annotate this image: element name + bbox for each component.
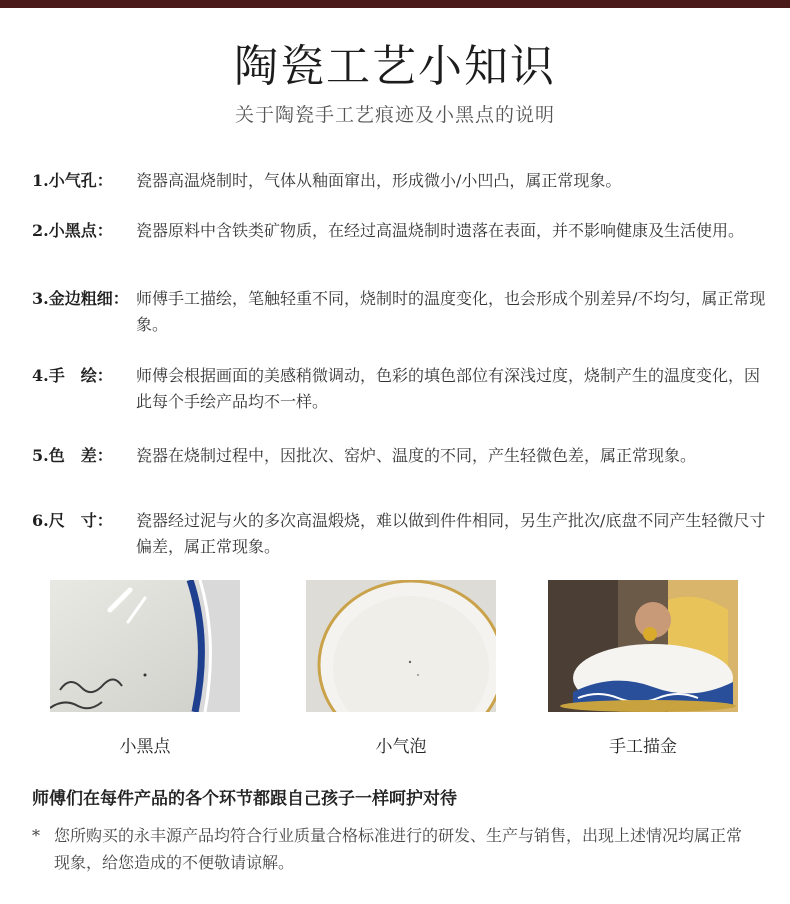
gold-painting-photo [548, 580, 738, 712]
item-label: 5.色 差： [32, 446, 113, 465]
item-text: 师傅手工描绘，笔触轻重不同，烧制时的温度变化，也会形成个别差异/不均匀，属正常现象。 [136, 289, 766, 334]
item-text: 瓷器原料中含铁类矿物质，在经过高温烧制时遗落在表面，并不影响健康及生活使用。 [136, 221, 745, 240]
black-dot-photo [50, 580, 240, 712]
photo-caption: 小黑点 [119, 737, 171, 757]
item-text: 瓷器高温烧制时，气体从釉面窜出，形成微小/小凹凸，属正常现象。 [136, 171, 622, 190]
list-item [32, 508, 767, 560]
page-subtitle: 关于陶瓷手工艺痕迹及小黑点的说明 [234, 104, 555, 126]
item-label: 1.小气孔： [32, 171, 113, 190]
item-label: 2.小黑点： [32, 221, 113, 240]
top-border [0, 0, 790, 8]
item-label: 3.金边粗细： [32, 289, 129, 308]
item-label: 6.尺 寸： [32, 511, 113, 530]
list-item [32, 168, 767, 194]
list-item [32, 443, 767, 469]
item-label: 4.手 绘： [32, 366, 113, 385]
photo-caption: 手工描金 [609, 737, 677, 757]
item-text: 师傅会根据画面的美感稍微调动，色彩的填色部位有深浅过度，烧制产生的温度变化，因此每个手绘产品均不一样。 [136, 366, 761, 411]
footnote-text: 您所购买的永丰源产品均符合行业质量合格标准进行的研发、生产与销售，出现上述情况均属正常现象，给您造成的不便敬请谅解。 [54, 826, 743, 872]
list-item [32, 286, 767, 338]
page-title: 陶瓷工艺小知识 [234, 41, 556, 92]
photo-row [0, 580, 790, 712]
item-text: 瓷器经过泥与火的多次高温煅烧，难以做到件件相同，另生产批次/底盘不同产生轻微尺寸偏差，属正常现象。 [136, 511, 766, 556]
item-text: 瓷器在烧制过程中，因批次、窑炉、温度的不同，产生轻微色差，属正常现象。 [136, 446, 697, 465]
footnote [32, 822, 757, 876]
list-item [32, 218, 767, 244]
photo-caption: 小气泡 [375, 737, 427, 757]
list-item [32, 363, 767, 415]
care-heading: 师傅们在每件产品的各个环节都跟自己孩子一样呵护对待 [32, 789, 457, 809]
asterisk: * [32, 826, 40, 845]
bubble-photo [306, 580, 496, 712]
